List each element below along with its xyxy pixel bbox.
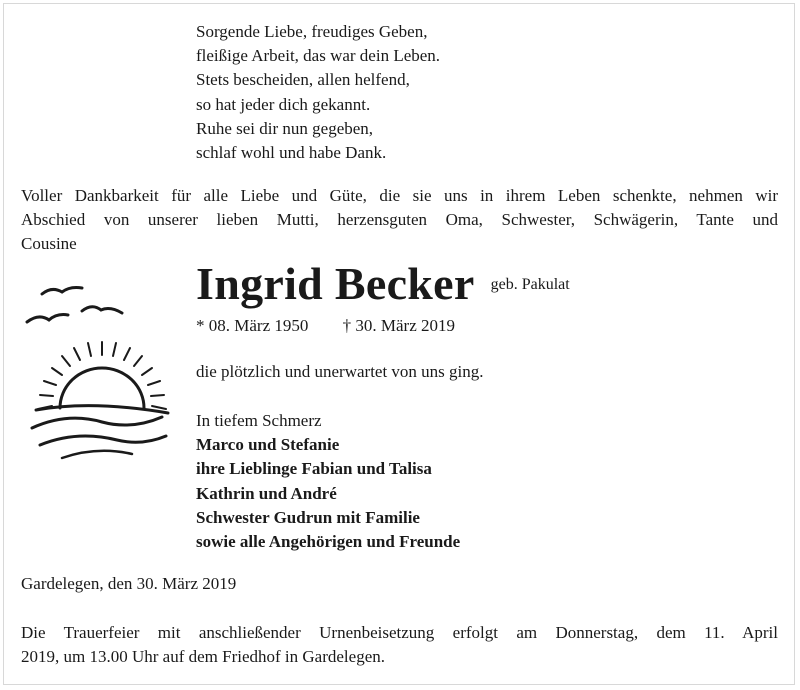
poem-line: Ruhe sei dir nun gegeben, <box>196 118 374 138</box>
funeral-info <box>21 621 778 669</box>
poem-line: so hat jeder dich gekannt. <box>196 94 371 114</box>
funeral-line: 2019, um 13.00 Uhr auf dem Friedhof in Gardelegen. <box>21 647 385 667</box>
passing-text: die plötzlich und unerwartet von uns ging. <box>196 362 484 381</box>
mourner-entry: ihre Lieblinge Fabian und Talisa <box>196 459 432 479</box>
intro-text <box>21 184 778 257</box>
poem <box>196 20 440 165</box>
mourner-entry: Marco und Stefanie <box>196 435 340 455</box>
intro-line: Voller Dankbarkeit für alle Liebe und Güte, die sie uns in ihrem Leben schenkte, nehmen wir <box>21 186 778 205</box>
maiden-name: geb. Pakulat <box>490 276 570 293</box>
poem-line: Sorgende Liebe, freudiges Geben, <box>196 22 428 41</box>
funeral-line: Die Trauerfeier mit anschließender Urnenbeisetzung erfolgt am Donnerstag, dem 11. April <box>21 623 778 642</box>
death-date: † 30. März 2019 <box>342 316 455 335</box>
poem-line: Stets bescheiden, allen helfend, <box>196 70 410 90</box>
mourners-heading: In tiefem Schmerz <box>196 411 322 430</box>
birth-date: * 08. März 1950 <box>196 316 309 335</box>
deceased-name: Ingrid Becker <box>196 258 475 309</box>
poem-line: fleißige Arbeit, das war dein Leben. <box>196 46 441 66</box>
mourner-entry: Kathrin und André <box>196 483 337 503</box>
sunset-birds-icon <box>22 280 172 460</box>
mourners-list <box>196 409 460 554</box>
mourner-entry: Schwester Gudrun mit Familie <box>196 507 420 527</box>
intro-line: Cousine <box>21 234 77 254</box>
poem-line: schlaf wohl und habe Dank. <box>196 143 387 163</box>
intro-line: Abschied von unserer lieben Mutti, herzensguten Oma, Schwester, Schwägerin, Tante und <box>21 210 778 230</box>
mourner-entry: sowie alle Angehörigen und Freunde <box>196 532 461 552</box>
deceased-name-row <box>196 257 570 310</box>
life-dates <box>196 316 455 336</box>
place-date: Gardelegen, den 30. März 2019 <box>21 574 237 593</box>
